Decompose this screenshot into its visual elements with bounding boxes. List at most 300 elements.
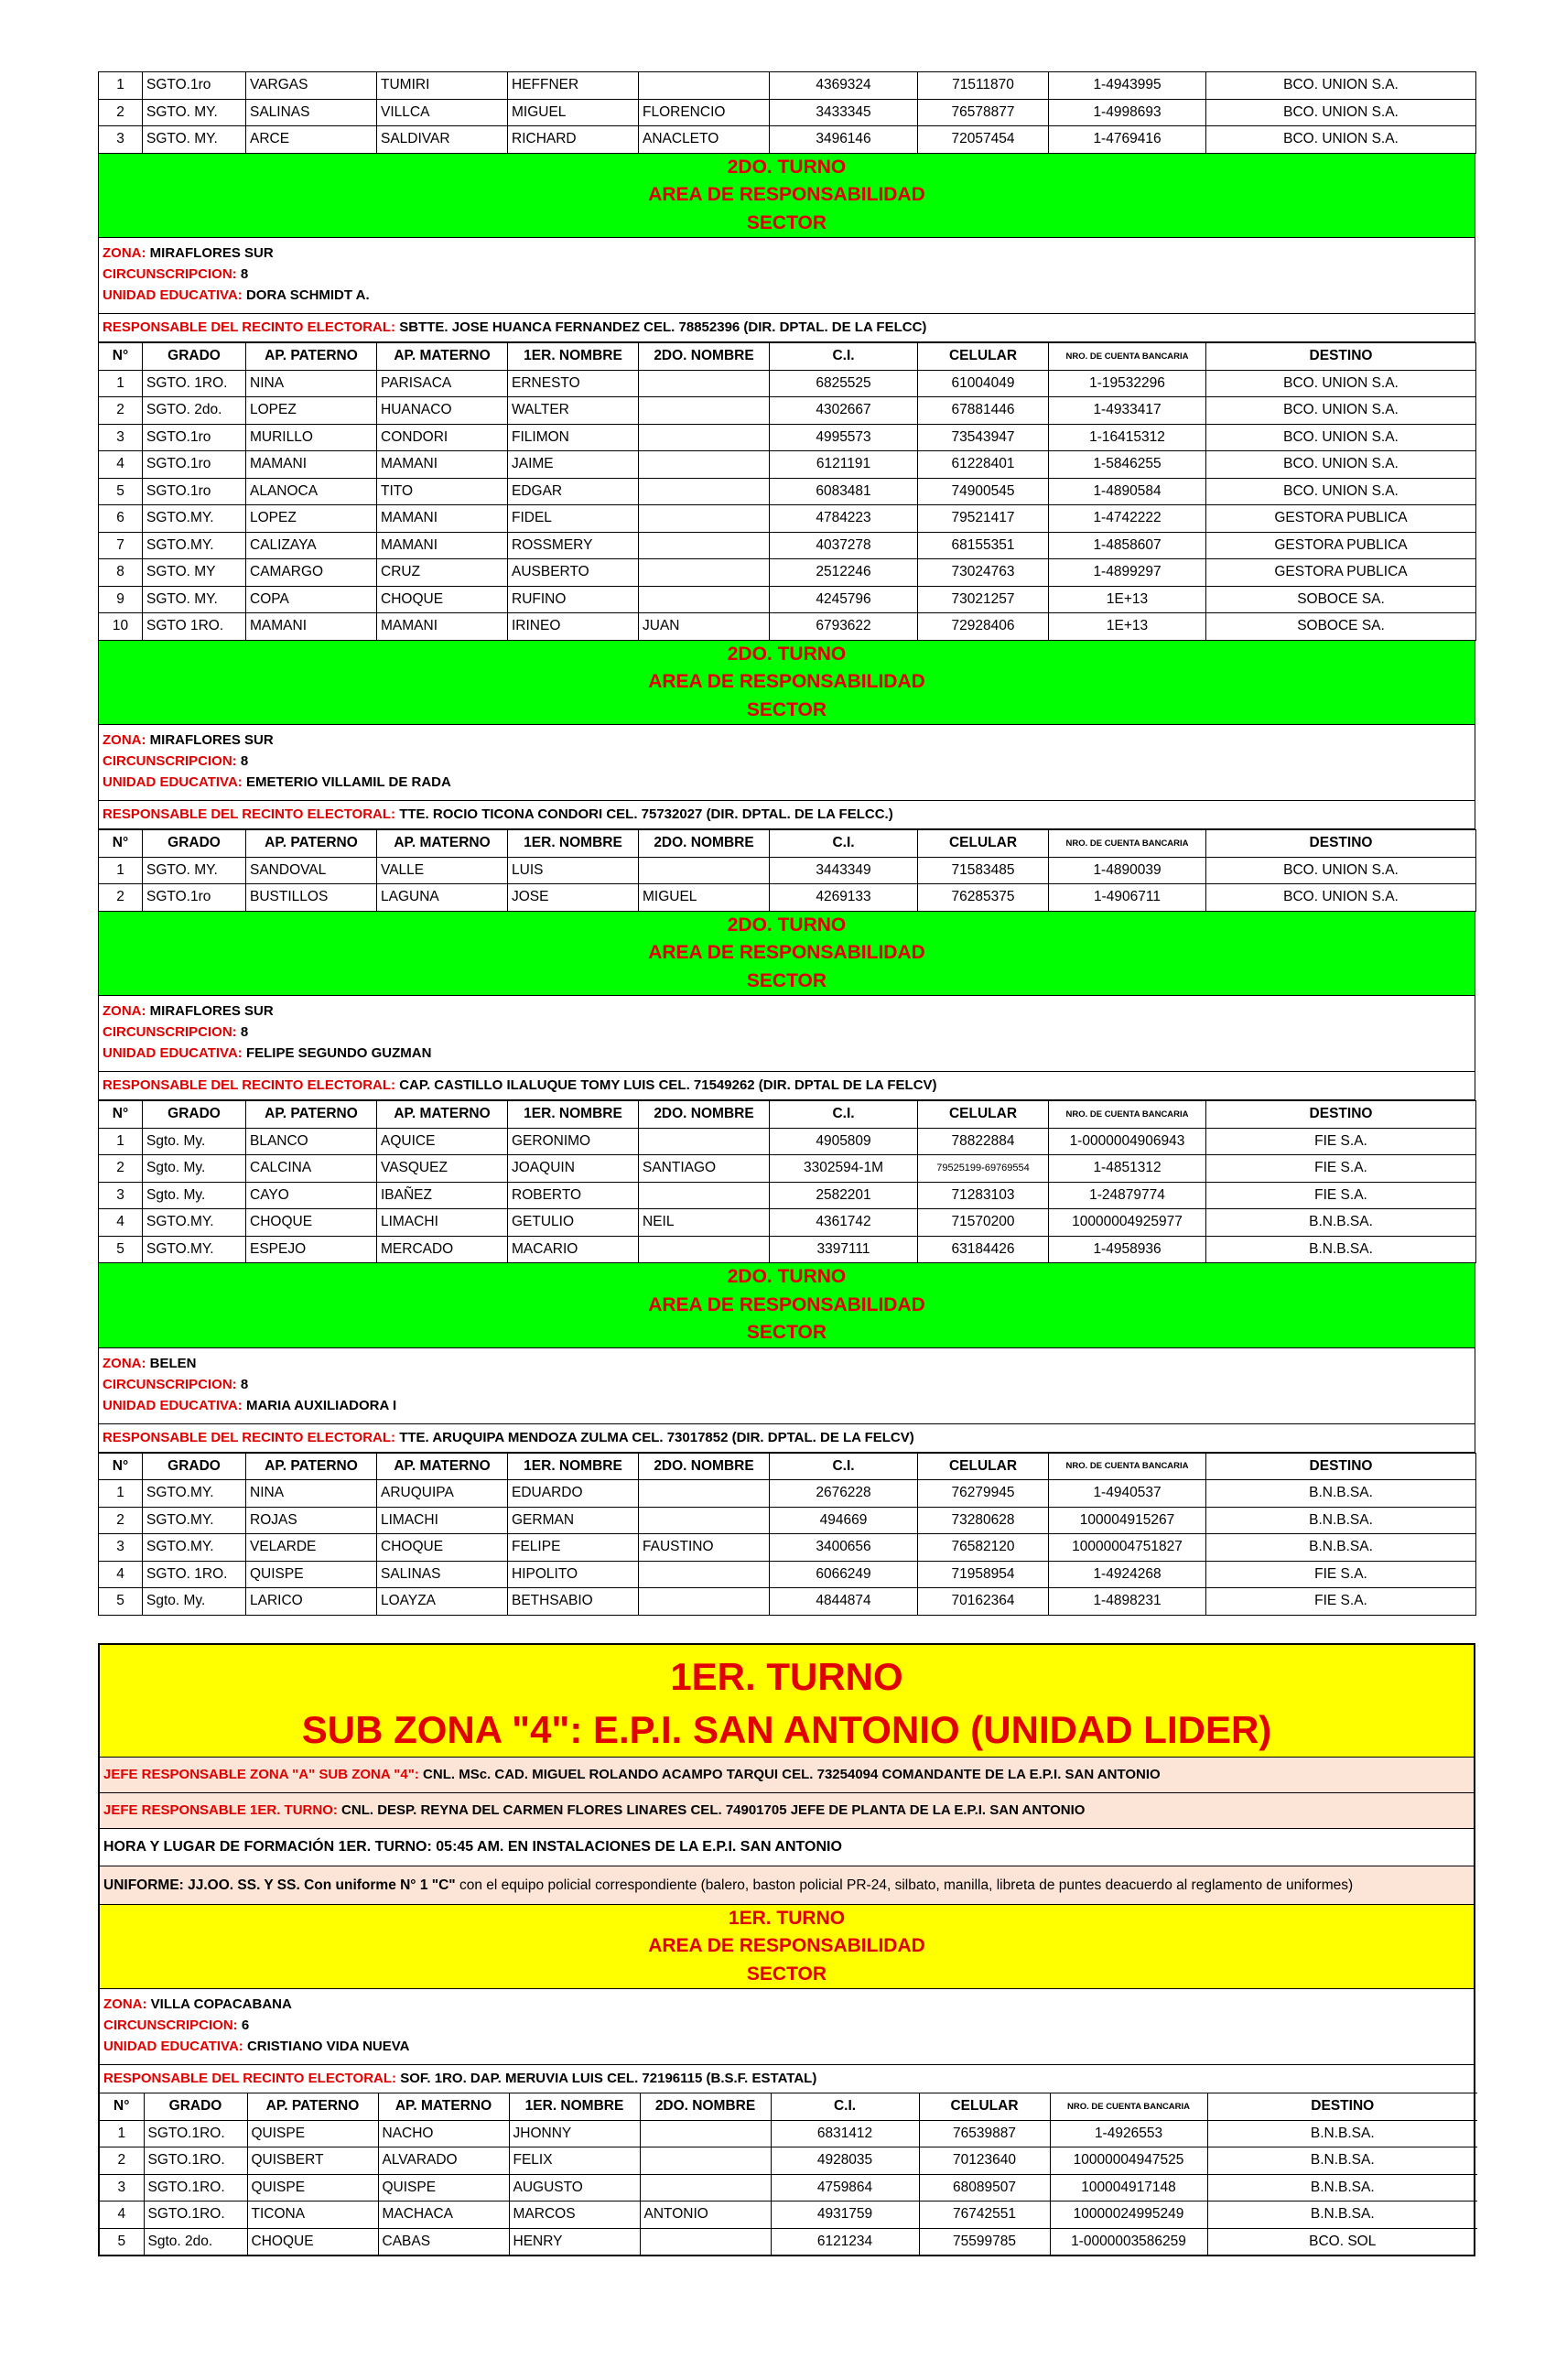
table-cell: 1-4926553 bbox=[1050, 2120, 1207, 2147]
band-line: SECTOR bbox=[746, 211, 827, 233]
table-cell: 10000024995249 bbox=[1050, 2202, 1207, 2229]
field-value: BELEN bbox=[149, 1355, 197, 1371]
table-cell: 1-4858607 bbox=[1049, 532, 1206, 559]
table-cell: 1-19532296 bbox=[1049, 370, 1206, 397]
unidad-educativa-line bbox=[103, 285, 1471, 306]
table-cell bbox=[639, 1588, 770, 1616]
table-cell: FIE S.A. bbox=[1206, 1155, 1476, 1183]
column-header: CELULAR bbox=[919, 2093, 1050, 2121]
roster-table bbox=[98, 1100, 1476, 1263]
table-cell: 61228401 bbox=[918, 451, 1049, 479]
table-cell: 8 bbox=[99, 559, 143, 587]
band-line: AREA DE RESPONSABILIDAD bbox=[648, 1935, 925, 1956]
field-label: RESPONSABLE DEL RECINTO ELECTORAL: bbox=[103, 806, 396, 822]
table-cell: SGTO.MY. bbox=[143, 532, 246, 559]
table-cell: 6831412 bbox=[771, 2120, 919, 2147]
table-cell: SANTIAGO bbox=[639, 1155, 770, 1183]
table-cell: 71583485 bbox=[918, 857, 1049, 884]
zone-info bbox=[98, 238, 1475, 314]
table-cell: BCO. UNION S.A. bbox=[1206, 451, 1476, 479]
table-cell bbox=[639, 1182, 770, 1209]
table-cell: B.N.B.SA. bbox=[1207, 2120, 1477, 2147]
table-cell: 4995573 bbox=[770, 424, 918, 451]
table-row bbox=[99, 126, 1476, 154]
zone-info bbox=[98, 996, 1475, 1072]
column-header: 1ER. NOMBRE bbox=[508, 343, 639, 371]
table-cell: 3496146 bbox=[770, 126, 918, 154]
field-value: TTE. ROCIO TICONA CONDORI CEL. 75732027 (DIR. DPTAL. DE LA FELCC.) bbox=[399, 806, 893, 822]
table-cell: B.N.B.SA. bbox=[1207, 2174, 1477, 2202]
field-value: MIRAFLORES SUR bbox=[149, 1003, 274, 1019]
table-cell: GERONIMO bbox=[508, 1128, 639, 1155]
column-header: AP. MATERNO bbox=[377, 1453, 508, 1480]
unidad-educativa-line bbox=[103, 772, 1471, 793]
table-cell bbox=[639, 857, 770, 884]
column-header: 2DO. NOMBRE bbox=[639, 1453, 770, 1480]
section-subtitle: SUB ZONA "4": E.P.I. SAN ANTONIO (UNIDAD LIDER) bbox=[100, 1704, 1474, 1757]
field-value: MARIA AUXILIADORA I bbox=[245, 1397, 397, 1413]
table-cell: 73021257 bbox=[918, 586, 1049, 613]
field-value: EMETERIO VILLAMIL DE RADA bbox=[245, 774, 451, 790]
table-cell: 4 bbox=[99, 451, 143, 479]
field-label: UNIDAD EDUCATIVA: bbox=[103, 1045, 243, 1061]
table-cell bbox=[639, 72, 770, 100]
table-cell: 3 bbox=[99, 424, 143, 451]
column-header: CELULAR bbox=[918, 1453, 1049, 1480]
table-cell: 1-4890039 bbox=[1049, 857, 1206, 884]
table-cell bbox=[639, 586, 770, 613]
field-label: ZONA: bbox=[103, 1003, 146, 1019]
table-cell: CALCINA bbox=[246, 1155, 377, 1183]
column-header: AP. MATERNO bbox=[378, 2093, 509, 2121]
table-cell: SALINAS bbox=[377, 1561, 508, 1588]
table-cell: SANDOVAL bbox=[246, 857, 377, 884]
table-cell: 4369324 bbox=[770, 72, 918, 100]
table-cell: 4302667 bbox=[770, 397, 918, 425]
zone-line bbox=[103, 1001, 1471, 1022]
field-value: CRISTIANO VIDA NUEVA bbox=[246, 2039, 410, 2054]
table-row bbox=[99, 1588, 1476, 1616]
table-cell: SALDIVAR bbox=[377, 126, 508, 154]
zone-info bbox=[100, 1988, 1474, 2064]
table-cell: NINA bbox=[246, 370, 377, 397]
table-cell: 70162364 bbox=[918, 1588, 1049, 1616]
table-cell: QUISPE bbox=[246, 1561, 377, 1588]
table-cell: 6121234 bbox=[771, 2228, 919, 2255]
column-header: DESTINO bbox=[1206, 1453, 1476, 1480]
field-label: ZONA: bbox=[103, 1996, 147, 2012]
table-row bbox=[99, 99, 1476, 126]
table-cell bbox=[639, 1236, 770, 1263]
table-cell: MACARIO bbox=[508, 1236, 639, 1263]
table-row bbox=[99, 1561, 1476, 1588]
table-cell: 5 bbox=[99, 478, 143, 505]
table-cell: 2 bbox=[100, 2147, 144, 2175]
table-cell: B.N.B.SA. bbox=[1206, 1534, 1476, 1562]
table-cell: 72928406 bbox=[918, 613, 1049, 641]
table-row bbox=[99, 1182, 1476, 1209]
table-cell: RUFINO bbox=[508, 586, 639, 613]
table-cell: 1 bbox=[99, 857, 143, 884]
table-cell: 2 bbox=[99, 1507, 143, 1534]
table-row bbox=[99, 532, 1476, 559]
column-header: N° bbox=[99, 1101, 143, 1129]
band-line: SECTOR bbox=[746, 698, 827, 720]
column-header: C.I. bbox=[771, 2093, 919, 2121]
zone-line bbox=[103, 1994, 1470, 2015]
table-cell: 1-24879774 bbox=[1049, 1182, 1206, 1209]
table-cell bbox=[639, 451, 770, 479]
table-cell: COPA bbox=[246, 586, 377, 613]
table-cell: 4759864 bbox=[771, 2174, 919, 2202]
field-label: CIRCUNSCRIPCION: bbox=[103, 266, 237, 282]
table-cell: LAGUNA bbox=[377, 884, 508, 912]
uniforme-text: con el equipo policial correspondiente (balero, baston policial PR-24, silbato, manilla, libreta de puntes deacuerdo al reglamento de uniformes) bbox=[455, 1877, 1354, 1893]
table-cell: BETHSABIO bbox=[508, 1588, 639, 1616]
header-row bbox=[99, 1101, 1476, 1129]
table-cell: SGTO. MY. bbox=[143, 99, 246, 126]
table-cell: SGTO. 2do. bbox=[143, 397, 246, 425]
table-cell: 76742551 bbox=[919, 2202, 1050, 2229]
table-cell: 2 bbox=[99, 397, 143, 425]
turno-band bbox=[98, 1263, 1475, 1348]
field-value: MIRAFLORES SUR bbox=[149, 245, 274, 261]
column-header: GRADO bbox=[144, 2093, 247, 2121]
unidad-educativa-line bbox=[103, 1043, 1471, 1064]
table-cell: 3443349 bbox=[770, 857, 918, 884]
table-cell bbox=[639, 1507, 770, 1534]
field-value: SBTTE. JOSE HUANCA FERNANDEZ CEL. 78852396 (DIR. DPTAL. DE LA FELCC) bbox=[399, 319, 927, 335]
table-cell: 4928035 bbox=[771, 2147, 919, 2175]
field-label: UNIDAD EDUCATIVA: bbox=[103, 1397, 243, 1413]
uniforme-note bbox=[100, 1866, 1474, 1904]
table-cell: MIGUEL bbox=[639, 884, 770, 912]
table-cell: SGTO 1RO. bbox=[143, 613, 246, 641]
turno-band bbox=[98, 912, 1475, 997]
field-value: FELIPE SEGUNDO GUZMAN bbox=[245, 1045, 432, 1061]
table-cell: 2 bbox=[99, 1155, 143, 1183]
table-cell: 1 bbox=[99, 1128, 143, 1155]
table-cell: IBAÑEZ bbox=[377, 1182, 508, 1209]
table-cell: FLORENCIO bbox=[639, 99, 770, 126]
table-cell: CONDORI bbox=[377, 424, 508, 451]
band-line: SECTOR bbox=[746, 1963, 827, 1985]
table-cell: SALINAS bbox=[246, 99, 377, 126]
table-cell: EDGAR bbox=[508, 478, 639, 505]
table-cell: 79525199-69769554 bbox=[918, 1155, 1049, 1183]
field-value: TTE. ARUQUIPA MENDOZA ZULMA CEL. 73017852 (DIR. DPTAL. DE LA FELCV) bbox=[399, 1429, 914, 1445]
table-row bbox=[99, 1209, 1476, 1237]
table-cell: 3 bbox=[100, 2174, 144, 2202]
table-cell: MIGUEL bbox=[508, 99, 639, 126]
table-row bbox=[99, 72, 1476, 100]
table-cell: SGTO. 1RO. bbox=[143, 1561, 246, 1588]
table-row bbox=[100, 2228, 1477, 2255]
table-cell: ROJAS bbox=[246, 1507, 377, 1534]
table-cell: NEIL bbox=[639, 1209, 770, 1237]
table-cell: JAIME bbox=[508, 451, 639, 479]
column-header: 2DO. NOMBRE bbox=[639, 343, 770, 371]
column-header: NRO. DE CUENTA BANCARIA bbox=[1049, 830, 1206, 858]
table-cell: 4245796 bbox=[770, 586, 918, 613]
table-cell: BCO. UNION S.A. bbox=[1206, 884, 1476, 912]
table-cell: 76539887 bbox=[919, 2120, 1050, 2147]
field-label: ZONA: bbox=[103, 1355, 146, 1371]
table-row bbox=[99, 370, 1476, 397]
table-cell: CALIZAYA bbox=[246, 532, 377, 559]
table-row bbox=[99, 1507, 1476, 1534]
table-cell: 1E+13 bbox=[1049, 613, 1206, 641]
table-cell: IRINEO bbox=[508, 613, 639, 641]
circunscripcion-line bbox=[103, 1374, 1471, 1395]
table-cell: LIMACHI bbox=[377, 1507, 508, 1534]
table-cell: 100004915267 bbox=[1049, 1507, 1206, 1534]
column-header: NRO. DE CUENTA BANCARIA bbox=[1049, 1101, 1206, 1129]
field-value: 8 bbox=[240, 266, 249, 282]
table-cell: 76578877 bbox=[918, 99, 1049, 126]
column-header: NRO. DE CUENTA BANCARIA bbox=[1049, 1453, 1206, 1480]
band-line: 2DO. TURNO bbox=[727, 1266, 847, 1287]
table-cell: 72057454 bbox=[918, 126, 1049, 154]
table-cell: GERMAN bbox=[508, 1507, 639, 1534]
table-cell: 1-4899297 bbox=[1049, 559, 1206, 587]
table-cell: ESPEJO bbox=[246, 1236, 377, 1263]
table-cell: TICONA bbox=[247, 2202, 378, 2229]
table-cell: MAMANI bbox=[377, 532, 508, 559]
table-row bbox=[99, 559, 1476, 587]
table-cell: 7 bbox=[99, 532, 143, 559]
column-header: 1ER. NOMBRE bbox=[508, 1101, 639, 1129]
table-row bbox=[100, 2174, 1477, 2202]
table-cell: MERCADO bbox=[377, 1236, 508, 1263]
header-row bbox=[100, 2093, 1477, 2121]
table-cell: 5 bbox=[99, 1588, 143, 1616]
table-cell: HUANACO bbox=[377, 397, 508, 425]
table-cell: FELIX bbox=[509, 2147, 640, 2175]
unidad-educativa-line bbox=[103, 1395, 1471, 1416]
table-cell: 71570200 bbox=[918, 1209, 1049, 1237]
column-header: CELULAR bbox=[918, 830, 1049, 858]
table-cell: 1 bbox=[99, 370, 143, 397]
table-cell: 2 bbox=[99, 884, 143, 912]
table-cell bbox=[640, 2147, 771, 2175]
table-cell: 75599785 bbox=[919, 2228, 1050, 2255]
band-line: AREA DE RESPONSABILIDAD bbox=[648, 1293, 925, 1315]
field-label: JEFE RESPONSABLE 1ER. TURNO: bbox=[103, 1801, 338, 1818]
table-cell: ROBERTO bbox=[508, 1182, 639, 1209]
table-cell: 1-0000003586259 bbox=[1050, 2228, 1207, 2255]
table-cell: JOAQUIN bbox=[508, 1155, 639, 1183]
band-line: 2DO. TURNO bbox=[727, 643, 847, 665]
zone-line bbox=[103, 730, 1471, 751]
table-cell: SGTO.MY. bbox=[143, 1209, 246, 1237]
table-cell: SGTO. 1RO. bbox=[143, 370, 246, 397]
field-label: CIRCUNSCRIPCION: bbox=[103, 753, 237, 769]
table-cell: 10000004925977 bbox=[1049, 1209, 1206, 1237]
section-title: 1ER. TURNO bbox=[100, 1645, 1474, 1704]
table-cell: AUGUSTO bbox=[509, 2174, 640, 2202]
table-row bbox=[99, 1534, 1476, 1562]
uniforme-label: UNIFORME: JJ.OO. SS. Y SS. Con uniforme N° 1 "C" bbox=[103, 1877, 456, 1893]
table-row bbox=[99, 424, 1476, 451]
table-cell: SGTO.MY. bbox=[143, 1236, 246, 1263]
field-label: RESPONSABLE DEL RECINTO ELECTORAL: bbox=[103, 2071, 397, 2086]
table-cell: 6121191 bbox=[770, 451, 918, 479]
table-cell: 2582201 bbox=[770, 1182, 918, 1209]
table-cell: CRUZ bbox=[377, 559, 508, 587]
table-cell: SGTO.1ro bbox=[143, 72, 246, 100]
table-cell: 4361742 bbox=[770, 1209, 918, 1237]
table-cell: EDUARDO bbox=[508, 1480, 639, 1508]
table-cell: LOAYZA bbox=[377, 1588, 508, 1616]
table-cell: 4269133 bbox=[770, 884, 918, 912]
table-cell: GESTORA PUBLICA bbox=[1206, 559, 1476, 587]
band-line: 1ER. TURNO bbox=[728, 1907, 846, 1929]
table-cell: 10 bbox=[99, 613, 143, 641]
table-cell: SGTO.1ro bbox=[143, 424, 246, 451]
table-cell: HEFFNER bbox=[508, 72, 639, 100]
table-cell: 68089507 bbox=[919, 2174, 1050, 2202]
table-cell: 1 bbox=[99, 72, 143, 100]
header-row bbox=[99, 830, 1476, 858]
band-line: 2DO. TURNO bbox=[727, 156, 847, 178]
field-label: CIRCUNSCRIPCION: bbox=[103, 1376, 237, 1392]
table-cell: SGTO.1RO. bbox=[144, 2120, 247, 2147]
table-cell: 9 bbox=[99, 586, 143, 613]
table-cell: NINA bbox=[246, 1480, 377, 1508]
column-header: GRADO bbox=[143, 343, 246, 371]
field-value: 8 bbox=[240, 1376, 249, 1392]
jefe-turno-line bbox=[100, 1792, 1474, 1828]
unidad-educativa-line bbox=[103, 2036, 1470, 2057]
table-cell bbox=[639, 397, 770, 425]
table-cell: Sgto. My. bbox=[143, 1182, 246, 1209]
table-cell: CHOQUE bbox=[246, 1209, 377, 1237]
table-cell: ANACLETO bbox=[639, 126, 770, 154]
table-cell: MARCOS bbox=[509, 2202, 640, 2229]
field-value: VILLA COPACABANA bbox=[150, 1996, 292, 2012]
table-cell: GESTORA PUBLICA bbox=[1206, 505, 1476, 533]
field-value: 6 bbox=[241, 2018, 250, 2033]
table-cell: 6066249 bbox=[770, 1561, 918, 1588]
table-cell: B.N.B.SA. bbox=[1206, 1507, 1476, 1534]
table-cell: 4 bbox=[99, 1561, 143, 1588]
table-cell: 73024763 bbox=[918, 559, 1049, 587]
column-header: GRADO bbox=[143, 1453, 246, 1480]
zone-info bbox=[98, 725, 1475, 801]
table-cell: FELIPE bbox=[508, 1534, 639, 1562]
column-header: N° bbox=[100, 2093, 144, 2121]
table-row bbox=[99, 857, 1476, 884]
table-cell: LOPEZ bbox=[246, 505, 377, 533]
band-line: AREA DE RESPONSABILIDAD bbox=[648, 184, 925, 205]
table-cell: 1-4924268 bbox=[1049, 1561, 1206, 1588]
zone-line bbox=[103, 243, 1471, 264]
table-cell: ARCE bbox=[246, 126, 377, 154]
column-header: NRO. DE CUENTA BANCARIA bbox=[1050, 2093, 1207, 2121]
table-cell bbox=[639, 505, 770, 533]
table-row bbox=[99, 1155, 1476, 1183]
turno-band bbox=[98, 154, 1475, 239]
field-label: UNIDAD EDUCATIVA: bbox=[103, 774, 243, 790]
table-row bbox=[99, 1236, 1476, 1263]
column-header: AP. MATERNO bbox=[377, 1101, 508, 1129]
table-cell: SGTO. MY. bbox=[143, 586, 246, 613]
field-value: SOF. 1RO. DAP. MERUVIA LUIS CEL. 72196115 (B.S.F. ESTATAL) bbox=[400, 2071, 817, 2086]
table-cell: 71511870 bbox=[918, 72, 1049, 100]
table-cell: FIDEL bbox=[508, 505, 639, 533]
column-header: DESTINO bbox=[1206, 343, 1476, 371]
table-cell bbox=[639, 1480, 770, 1508]
table-cell: 73280628 bbox=[918, 1507, 1049, 1534]
table-cell: ARUQUIPA bbox=[377, 1480, 508, 1508]
table-cell: 3 bbox=[99, 1534, 143, 1562]
table-cell: ROSSMERY bbox=[508, 532, 639, 559]
table-cell: 5 bbox=[99, 1236, 143, 1263]
table-cell: ALANOCA bbox=[246, 478, 377, 505]
table-cell: BCO. UNION S.A. bbox=[1206, 857, 1476, 884]
field-label: JEFE RESPONSABLE ZONA "A" SUB ZONA "4": bbox=[103, 1766, 419, 1782]
table-cell: SGTO.MY. bbox=[143, 1480, 246, 1508]
table-cell: PARISACA bbox=[377, 370, 508, 397]
table-cell: VALLE bbox=[377, 857, 508, 884]
table-cell: CHOQUE bbox=[247, 2228, 378, 2255]
table-cell bbox=[639, 370, 770, 397]
turno-band bbox=[98, 641, 1475, 726]
column-header: 1ER. NOMBRE bbox=[508, 1453, 639, 1480]
table-cell: 1-16415312 bbox=[1049, 424, 1206, 451]
table-cell: SGTO.MY. bbox=[143, 1534, 246, 1562]
table-cell: CHOQUE bbox=[377, 1534, 508, 1562]
field-label: ZONA: bbox=[103, 245, 146, 261]
table-cell: MAMANI bbox=[246, 451, 377, 479]
table-cell: 74900545 bbox=[918, 478, 1049, 505]
table-cell: 1E+13 bbox=[1049, 586, 1206, 613]
table-cell bbox=[639, 1128, 770, 1155]
table-cell: 1-4851312 bbox=[1049, 1155, 1206, 1183]
table-cell: JHONNY bbox=[509, 2120, 640, 2147]
responsable-line bbox=[98, 1424, 1475, 1453]
table-cell: 4931759 bbox=[771, 2202, 919, 2229]
table-cell: 3400656 bbox=[770, 1534, 918, 1562]
table-cell: 1-4769416 bbox=[1049, 126, 1206, 154]
table-cell: 4 bbox=[100, 2202, 144, 2229]
table-cell: GESTORA PUBLICA bbox=[1206, 532, 1476, 559]
field-value: DORA SCHMIDT A. bbox=[245, 287, 370, 303]
table-cell: JOSE bbox=[508, 884, 639, 912]
table-cell: 4844874 bbox=[770, 1588, 918, 1616]
band-line: AREA DE RESPONSABILIDAD bbox=[648, 671, 925, 692]
table-cell: SGTO.1ro bbox=[143, 478, 246, 505]
table-row bbox=[99, 586, 1476, 613]
header-row bbox=[99, 343, 1476, 371]
field-label: UNIDAD EDUCATIVA: bbox=[103, 287, 243, 303]
table-cell: CAMARGO bbox=[246, 559, 377, 587]
column-header: AP. PATERNO bbox=[246, 830, 377, 858]
responsable-line bbox=[100, 2064, 1474, 2093]
table-cell bbox=[640, 2228, 771, 2255]
table-cell: BCO. UNION S.A. bbox=[1206, 478, 1476, 505]
table-cell: 6083481 bbox=[770, 478, 918, 505]
column-header: AP. PATERNO bbox=[246, 343, 377, 371]
column-header: GRADO bbox=[143, 830, 246, 858]
table-cell: SGTO.1ro bbox=[143, 451, 246, 479]
table-cell: 1-5846255 bbox=[1049, 451, 1206, 479]
table-cell: 1-4890584 bbox=[1049, 478, 1206, 505]
table-cell bbox=[639, 478, 770, 505]
table-cell: MURILLO bbox=[246, 424, 377, 451]
table-cell: QUISBERT bbox=[247, 2147, 378, 2175]
